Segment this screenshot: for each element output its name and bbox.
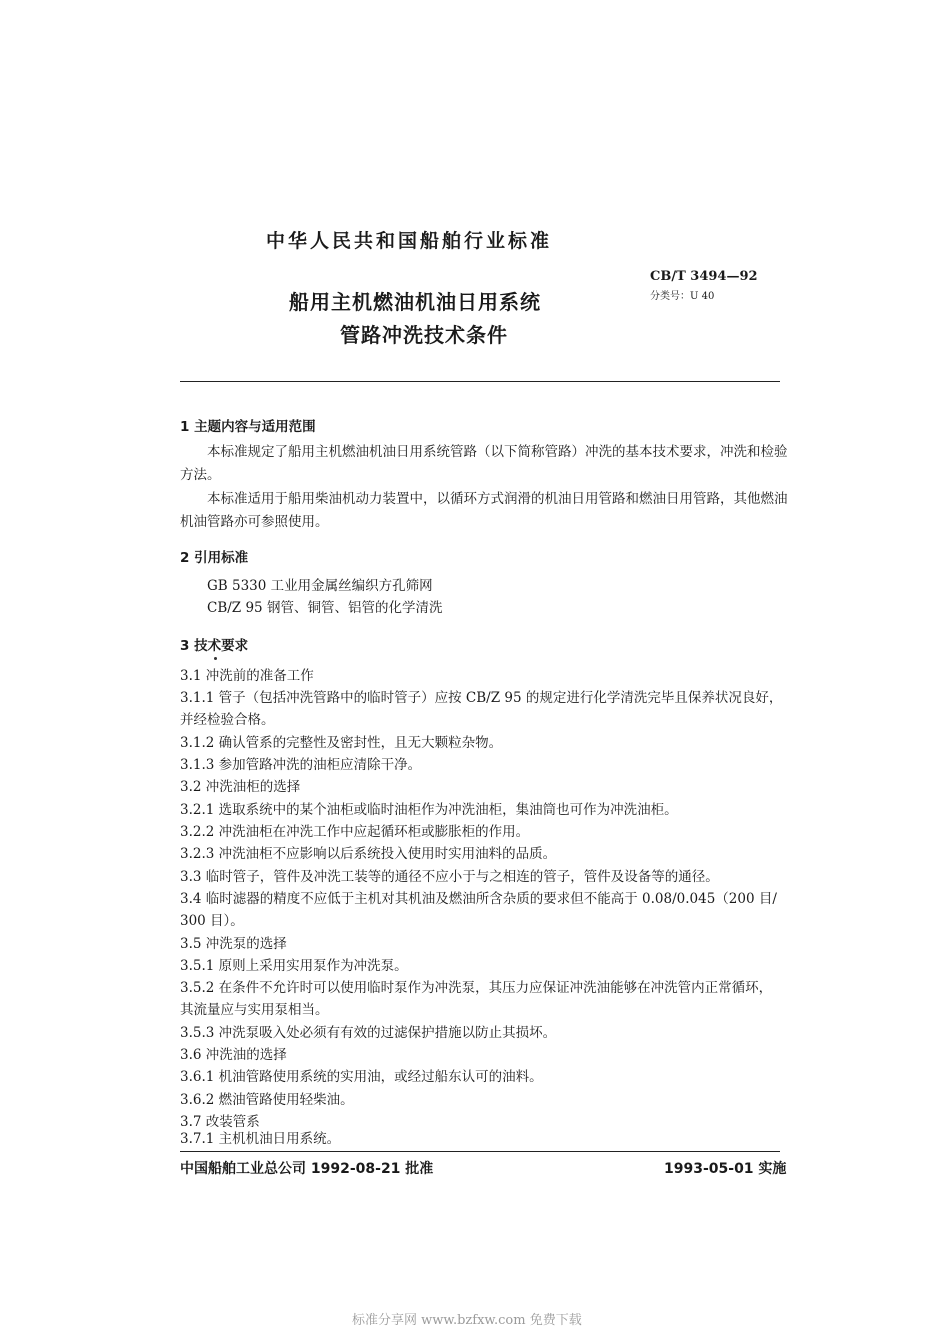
- clause-line: 3.6.2 燃油管路使用轻柴油。: [180, 1092, 354, 1108]
- standard-title-line-2: 管路冲洗技术条件: [340, 323, 508, 347]
- clause-line: 3.5.3 冲洗泵吸入处必须有有效的过滤保护措施以防止其损坏。: [180, 1025, 557, 1041]
- standard-code: CB/T 3494—92: [650, 269, 758, 284]
- clause-line: 3.5.1 原则上采用实用泵作为冲洗泵。: [180, 958, 408, 974]
- section-1-para-1-line-2: 方法。: [180, 467, 221, 483]
- site-watermark: 标准分享网 www.bzfxw.com 免费下载: [352, 1313, 582, 1328]
- clause-line: 3.4 临时滤器的精度不应低于主机对其机油及燃油所含杂质的要求但不能高于 0.08/0.045（200 目/: [180, 891, 777, 907]
- section-2-heading: 2 引用标准: [180, 550, 249, 566]
- clause-line: 3.6 冲洗油的选择: [180, 1047, 287, 1063]
- implementation-date: 1993-05-01 实施: [664, 1161, 787, 1177]
- clause-line: 3.7.1 主机机油日用系统。: [180, 1131, 341, 1147]
- clause-line: 3.1.2 确认管系的完整性及密封性，且无大颗粒杂物。: [180, 735, 503, 751]
- standard-title-line-1: 船用主机燃油机油日用系统: [289, 290, 541, 314]
- clause-line: 3.1.1 管子（包括冲洗管路中的临时管子）应按 CB/Z 95 的规定进行化学清洗完毕且保养状况良好，: [180, 690, 783, 706]
- clause-line: 3.2.2 冲洗油柜在冲洗工作中应起循环柜或膨胀柜的作用。: [180, 824, 530, 840]
- clause-line: 3.5 冲洗泵的选择: [180, 936, 287, 952]
- header-divider: [180, 381, 780, 382]
- section-1-para-1-line-1: 本标准规定了船用主机燃油机油日用系统管路（以下简称管路）冲洗的基本技术要求，冲洗和检验: [207, 444, 788, 460]
- reference-standard-item: GB 5330 工业用金属丝编织方孔筛网: [207, 578, 433, 594]
- clause-line: 3.2.1 选取系统中的某个油柜或临时油柜作为冲洗油柜，集油筒也可作为冲洗油柜。: [180, 802, 678, 818]
- approval-note: 中国船舶工业总公司 1992-08-21 批准: [180, 1161, 434, 1177]
- clause-line: 300 目）。: [180, 913, 244, 929]
- clause-line: 3.1.3 参加管路冲洗的油柜应清除干净。: [180, 757, 422, 773]
- footer-divider: [180, 1151, 780, 1152]
- clause-line: 3.1 冲洗前的准备工作: [180, 668, 314, 684]
- section-1-heading: 1 主题内容与适用范围: [180, 419, 316, 435]
- classification-code: 分类号：U 40: [650, 291, 715, 302]
- clause-line: 3.2 冲洗油柜的选择: [180, 779, 301, 795]
- clause-line: 3.5.2 在条件不允许时可以使用临时泵作为冲洗泵，其压力应保证冲洗油能够在冲洗管内正常循环，: [180, 980, 773, 996]
- clause-line: 3.7 改装管系: [180, 1114, 260, 1130]
- clause-line: 3.6.1 机油管路使用系统的实用油，或经过船东认可的油料。: [180, 1069, 543, 1085]
- clause-line: 3.3 临时管子，管件及冲洗工装等的通径不应小于与之相连的管子，管件及设备等的通径。: [180, 869, 719, 885]
- section-1-para-2-line-2: 机油管路亦可参照使用。: [180, 514, 329, 530]
- reference-standard-item: CB/Z 95 钢管、铜管、铝管的化学清洗: [207, 600, 443, 616]
- clause-line: 并经检验合格。: [180, 712, 275, 728]
- issuing-authority-title: 中华人民共和国船舶行业标准: [266, 230, 553, 252]
- clause-line: 其流量应与实用泵相当。: [180, 1002, 329, 1018]
- stray-mark: [214, 657, 217, 660]
- clause-line: 3.2.3 冲洗油柜不应影响以后系统投入使用时实用油料的品质。: [180, 846, 557, 862]
- section-3-heading: 3 技术要求: [180, 638, 249, 654]
- section-1-para-2-line-1: 本标准适用于船用柴油机动力装置中，以循环方式润滑的机油日用管路和燃油日用管路，其他燃油: [207, 491, 788, 507]
